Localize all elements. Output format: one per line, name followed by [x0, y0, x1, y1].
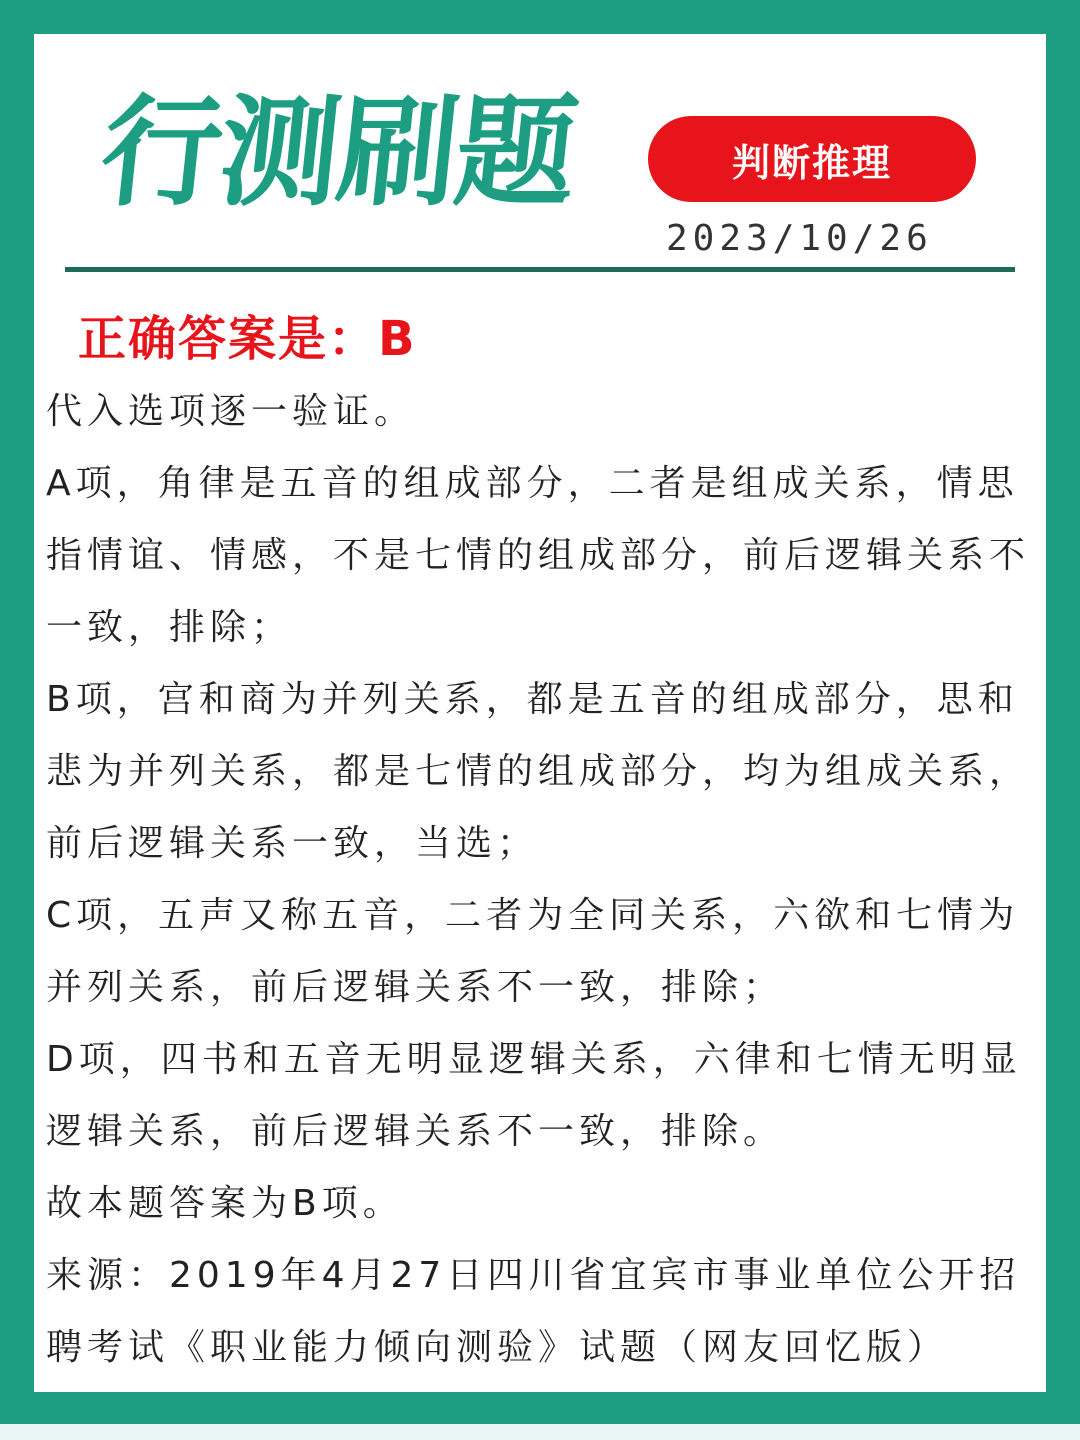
option-a-analysis: A项，角律是五音的组成部分，二者是组成关系，情思指情谊、情感，不是七情的组成部分，前后逻辑关系不一致，排除；	[46, 463, 1031, 648]
source-note: 来源：2019年4月27日四川省宜宾市事业单位公开招聘考试《职业能力倾向测验》试题（网友回忆版）	[46, 1255, 1021, 1368]
correct-answer: 正确答案是：B	[78, 311, 417, 367]
header-divider	[65, 267, 1015, 272]
bottom-strip	[0, 1424, 1080, 1440]
option-b-analysis: B项，宫和商为并列关系，都是五音的组成部分，思和悲为并列关系，都是七情的组成部分，均为组成关系，前后逻辑关系一致，当选；	[46, 679, 1031, 864]
option-d-analysis: D项，四书和五音无明显逻辑关系，六律和七情无明显逻辑关系，前后逻辑关系不一致，排除。	[46, 1039, 1022, 1152]
content-card	[34, 34, 1046, 1392]
option-c-analysis: C项，五声又称五音，二者为全同关系，六欲和七情为并列关系，前后逻辑关系不一致，排除；	[46, 895, 1020, 1008]
conclusion: 故本题答案为B项。	[46, 1183, 404, 1224]
explanation-body	[46, 376, 1046, 1384]
page-title: 行测刷题	[94, 84, 582, 223]
date-label: 2023/10/26	[666, 218, 933, 259]
category-badge: 判断推理	[648, 116, 976, 202]
explanation-intro: 代入选项逐一验证。	[46, 391, 416, 432]
